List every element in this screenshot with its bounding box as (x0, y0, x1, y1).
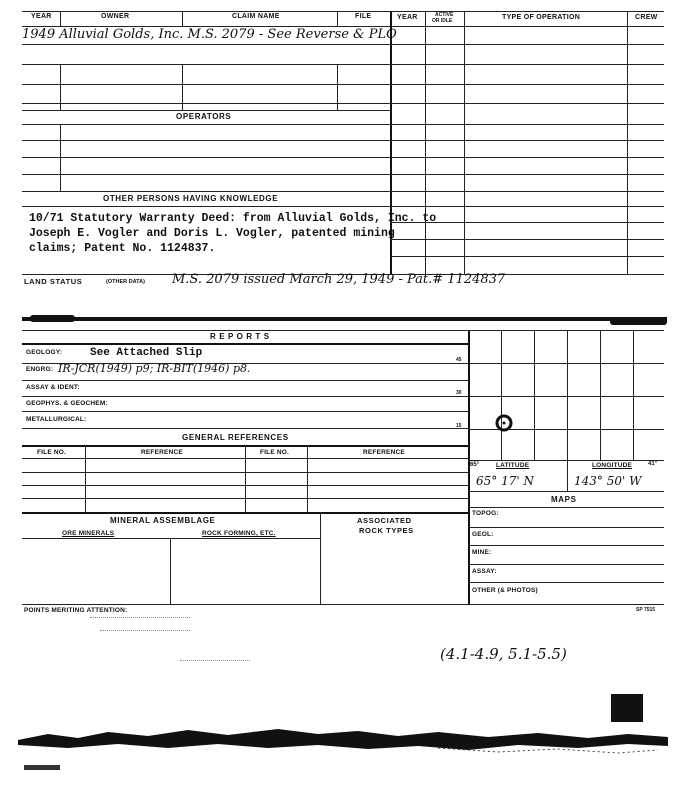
grid-number-15: 15 (456, 423, 462, 429)
other-persons-line-3: claims; Patent No. 1124837. (29, 242, 216, 255)
geology-value: See Attached Slip (90, 347, 203, 359)
header-claim-name: CLAIM NAME (232, 13, 280, 20)
scan-speck (180, 660, 250, 664)
handwritten-page-ref: (4.1-4.9, 5.1-5.5) (440, 645, 567, 663)
ore-minerals-label: ORE MINERALS (62, 530, 115, 537)
header-owner: OWNER (101, 13, 130, 20)
scan-speck (24, 765, 60, 770)
gr-header-reference-2: REFERENCE (363, 449, 405, 456)
maps-topog: TOPOG: (472, 510, 499, 517)
form-number: SP 7515 (636, 607, 656, 613)
header-or-idle: OR IDLE (432, 18, 453, 24)
other-persons-line-1: 10/71 Statutory Warranty Deed: from Alluvial Golds, Inc. to (29, 212, 437, 225)
scan-speck (100, 630, 190, 634)
mineral-assemblage-title: MINERAL ASSEMBLAGE (110, 516, 216, 525)
lat-corner: 65° (470, 462, 480, 468)
general-references-title: GENERAL REFERENCES (182, 433, 289, 442)
maps-geol: GEOL: (472, 531, 494, 538)
land-status-sub-label: (OTHER DATA) (106, 279, 145, 285)
engrg-value: IR-JCR(1949) p9; IR-BIT(1946) p8. (58, 362, 251, 375)
metallurgical-label: METALLURGICAL: (26, 416, 87, 423)
header-year-2: YEAR (397, 14, 418, 21)
scan-smear-blob-right (610, 317, 667, 325)
other-persons-label: OTHER PERSONS HAVING KNOWLEDGE (103, 194, 279, 203)
rock-forming-label: ROCK FORMING, ETC. (202, 530, 276, 537)
maps-assay: ASSAY: (472, 568, 497, 575)
header-year: YEAR (31, 13, 52, 20)
maps-mine: MINE: (472, 549, 492, 556)
reports-title: R E P O R T S (210, 332, 270, 341)
associated-label-2: ROCK TYPES (359, 526, 414, 535)
operators-label: OPERATORS (176, 112, 232, 121)
gr-header-reference-1: REFERENCE (141, 449, 183, 456)
assay-ident-label: ASSAY & IDENT: (26, 384, 80, 391)
points-meriting-label: POINTS MERITING ATTENTION: (24, 607, 128, 614)
grid-number-45: 45 (456, 357, 462, 363)
land-status-value: M.S. 2079 issued March 29, 1949 - Pat.# 1124837 (172, 272, 506, 287)
land-status-label: LAND STATUS (24, 277, 83, 286)
gr-header-file-no-1: FILE NO. (37, 449, 67, 456)
black-registration-mark (611, 694, 643, 722)
header-type-of-operation: TYPE OF OPERATION (502, 14, 581, 21)
latitude-value: 65° 17' N (476, 474, 534, 488)
owner-claim-entry: 1949 Alluvial Golds, Inc. M.S. 2079 - See Reverse & PLO (22, 27, 397, 42)
geophys-label: GEOPHYS. & GEOCHEM: (26, 400, 108, 407)
longitude-value: 143° 50' W (574, 474, 642, 488)
maps-other-photos: OTHER (& PHOTOS) (472, 587, 538, 594)
scan-speck (90, 617, 190, 621)
location-marker-icon (493, 412, 515, 434)
maps-title: MAPS (551, 495, 577, 504)
scan-noise-band (18, 720, 668, 755)
latitude-label: LATITUDE (496, 462, 530, 469)
header-file: FILE (355, 13, 372, 20)
scan-smear-band (22, 317, 667, 321)
longitude-label: LONGITUDE (592, 462, 633, 469)
engrg-label: ENGRG: (26, 366, 54, 373)
geology-label: GEOLOGY: (26, 349, 63, 356)
header-active: ACTIVE (435, 12, 454, 18)
other-persons-line-2: Joseph E. Vogler and Doris L. Vogler, patented mining (29, 227, 395, 240)
header-crew: CREW (635, 14, 658, 21)
lon-corner: 41° (648, 461, 658, 467)
grid-number-30: 30 (456, 390, 462, 396)
gr-header-file-no-2: FILE NO. (260, 449, 290, 456)
scan-smear-blob (30, 315, 75, 322)
associated-label-1: ASSOCIATED (357, 516, 412, 525)
